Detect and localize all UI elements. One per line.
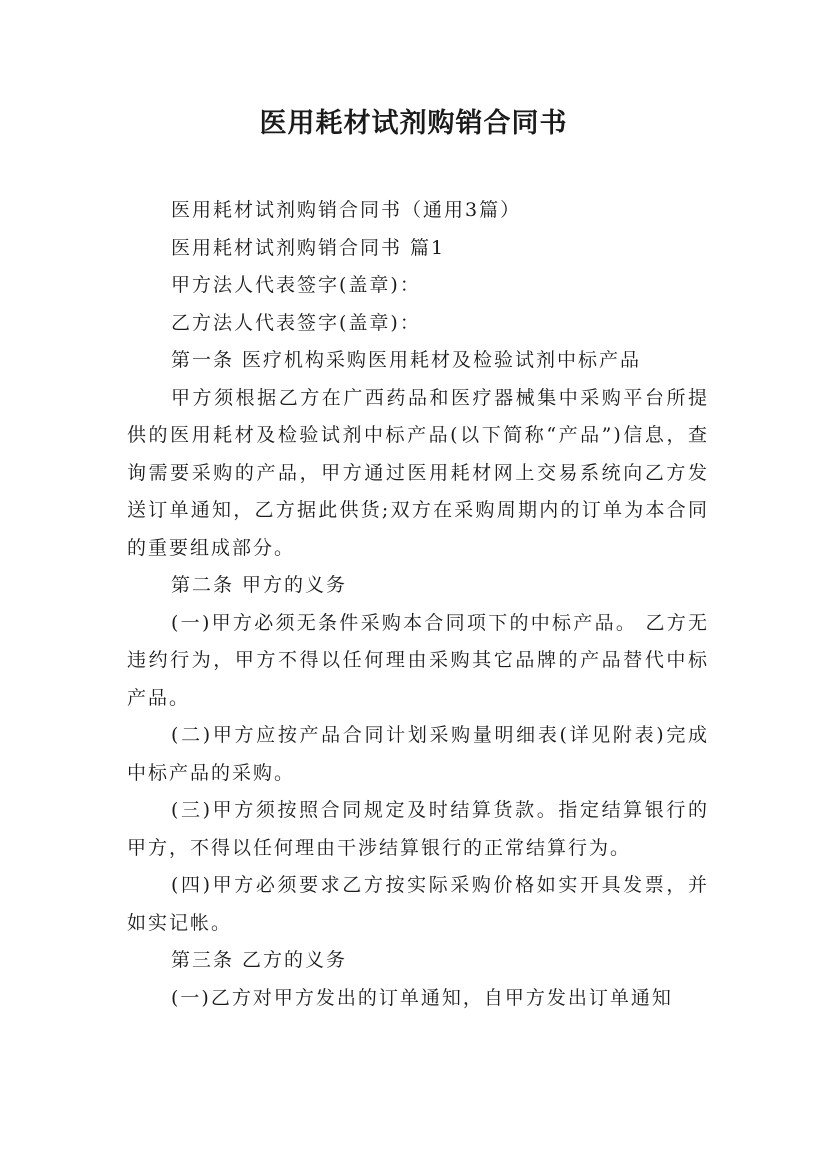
body-paragraph: (二)甲方应按产品合同计划采购量明细表(详见附表)完成中标产品的采购。 xyxy=(127,724,709,784)
body-paragraph: (一)甲方必须无条件采购本合同项下的中标产品。 乙方无违约行为，甲方不得以任何理由采购其它品牌的产品替代中标产品。 xyxy=(127,611,709,709)
article-heading: 第一条 医疗机构采购医用耗材及检验试剂中标产品 xyxy=(171,349,642,371)
article-heading: 第三条 乙方的义务 xyxy=(171,949,348,971)
signature-line-party-b: 乙方法人代表签字(盖章)： xyxy=(171,311,421,334)
section-heading: 医用耗材试剂购销合同书 篇1 xyxy=(171,236,446,259)
body-paragraph: 甲方须根据乙方在广西药品和医疗器械集中采购平台所提供的医用耗材及检验试剂中标产品(以下简称“产品”)信息，查询需要采购的产品，甲方通过医用耗材网上交易系统向乙方发送订单通知，乙方据此供货;双方在采购周期内的订单为本合同的重要组成部分。 xyxy=(127,386,709,559)
body-paragraph: (一)乙方对甲方发出的订单通知，自甲方发出订单通知 xyxy=(171,986,673,1009)
document-title: 医用耗材试剂购销合同书 xyxy=(259,108,568,139)
signature-line-party-a: 甲方法人代表签字(盖章)： xyxy=(171,274,421,296)
body-paragraph: (四)甲方必须要求乙方按实际采购价格如实开具发票，并如实记帐。 xyxy=(127,874,709,934)
article-heading: 第二条 甲方的义务 xyxy=(171,574,348,596)
document-body xyxy=(127,192,709,1017)
subtitle-paragraph: 医用耗材试剂购销合同书（通用3篇） xyxy=(171,199,522,221)
body-paragraph: (三)甲方须按照合同规定及时结算货款。指定结算银行的甲方，不得以任何理由干涉结算银行的正常结算行为。 xyxy=(127,799,709,859)
